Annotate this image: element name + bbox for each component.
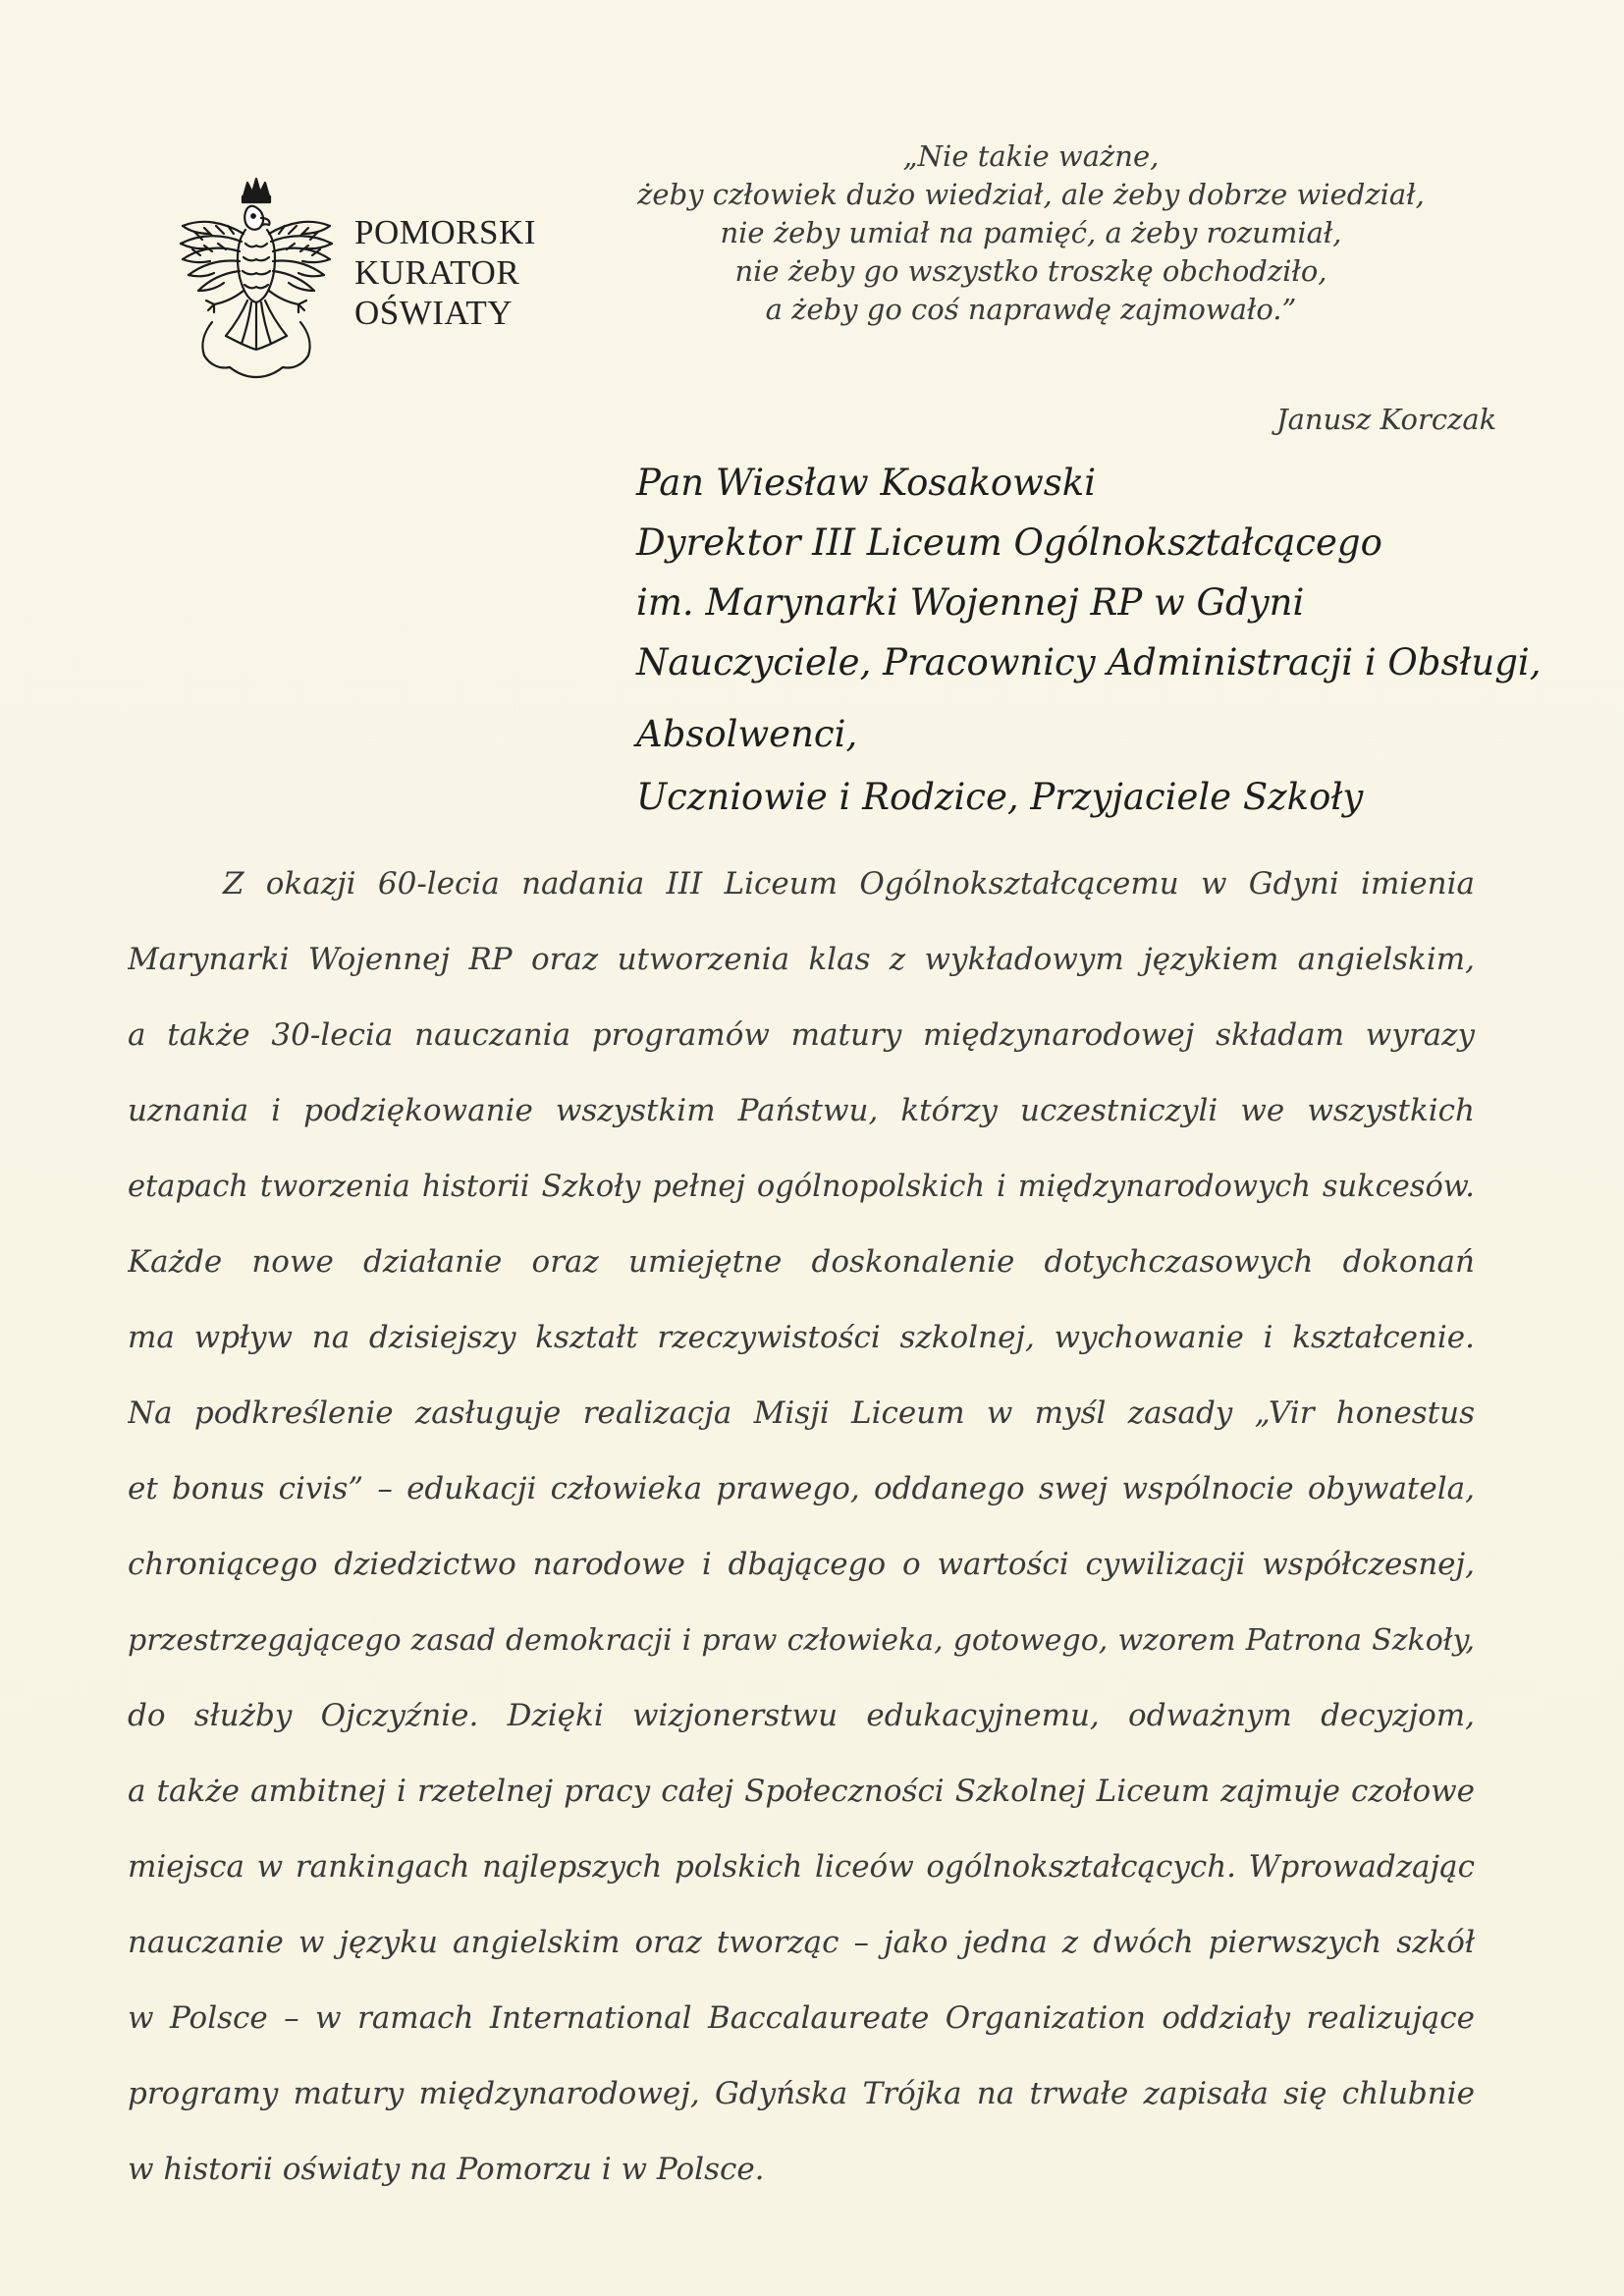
body-line: nauczanie w języku angielskim oraz tworząc – jako jedna z dwóch pierwszych szkół xyxy=(128,1925,1475,1960)
body-line: Każde nowe działanie oraz umiejętne doskonalenie dotychczasowych dokonań xyxy=(128,1244,1475,1280)
body-line: w Polsce – w ramach International Baccalaureate Organization oddziały realizujące xyxy=(128,2000,1475,2036)
body-line: chroniącego dziedzictwo narodowe i dbającego o wartości cywilizacji współczesnej, xyxy=(128,1547,1475,1582)
body-line: przestrzegającego zasad demokracji i praw człowieka, gotowego, wzorem Patrona Szkoły, xyxy=(128,1623,1475,1658)
institution-name-line: KURATOR xyxy=(354,253,520,292)
body-line: w historii oświaty na Pomorzu i w Polsce. xyxy=(128,2152,765,2187)
motto-line: a żeby go coś naprawdę zajmowało.” xyxy=(765,293,1297,326)
motto-quote xyxy=(589,137,1473,329)
body-line: a także 30-lecia nauczania programów matury międzynarodowej składam wyrazy xyxy=(128,1017,1475,1053)
addressee-line: Nauczyciele, Pracownicy Administracji i Obsługi, xyxy=(636,641,1542,683)
addressee-line: Pan Wiesław Kosakowski xyxy=(636,462,1097,504)
body-line: et bonus civis” – edukacji człowieka prawego, oddanego swej wspólnocie obywatela, xyxy=(128,1471,1475,1506)
body-line: etapach tworzenia historii Szkoły pełnej ogólnopolskich i międzynarodowych sukcesów. xyxy=(128,1170,1475,1204)
letterhead xyxy=(175,175,587,391)
addressee-line: Uczniowie i Rodzice, Przyjaciele Szkoły xyxy=(636,776,1364,818)
motto-line: żeby człowiek dużo wiedział, ale żeby dobrze wiedział, xyxy=(637,178,1425,211)
body-line: do służby Ojczyźnie. Dzięki wizjonerstwu edukacyjnemu, odważnym decyzjom, xyxy=(128,1698,1475,1733)
body-line: a także ambitnej i rzetelnej pracy całej Społeczności Szkolnej Liceum zajmuje czołowe xyxy=(128,1774,1475,1809)
motto-author: Janusz Korczak xyxy=(1276,403,1497,436)
institution-name-line: POMORSKI xyxy=(354,213,536,251)
white-eagle-emblem-icon xyxy=(175,175,337,381)
body-line: Marynarki Wojennej RP oraz utworzenia klas z wykładowym językiem angielskim, xyxy=(128,942,1475,977)
letter-body xyxy=(128,847,1475,2208)
body-line: Na podkreślenie zasługuje realizacja Misji Liceum w myśl zasady „Vir honestus xyxy=(128,1395,1475,1431)
body-line: uznania i podziękowanie wszystkim Państwu, którzy uczestniczyli we wszystkich xyxy=(128,1093,1475,1128)
body-line: miejsca w rankingach najlepszych polskich liceów ogólnokształcących. Wprowadzając xyxy=(128,1849,1475,1885)
institution-name xyxy=(354,212,536,333)
body-line: programy matury międzynarodowej, Gdyńska Trójka na trwałe zapisała się chlubnie xyxy=(128,2076,1475,2111)
motto-line: „Nie takie ważne, xyxy=(902,139,1160,173)
motto-line: nie żeby go wszystko troszkę obchodziło, xyxy=(734,254,1327,288)
addressee-line: im. Marynarki Wojennej RP w Gdyni xyxy=(636,581,1305,624)
addressee-line: Dyrektor III Liceum Ogólnokształcącego xyxy=(636,521,1382,564)
institution-name-line: OŚWIATY xyxy=(354,294,513,332)
motto-line: nie żeby umiał na pamięć, a żeby rozumiał, xyxy=(720,216,1342,249)
addressee-line: Absolwenci, xyxy=(636,713,858,755)
body-line: ma wpływ na dzisiejszy kształt rzeczywistości szkolnej, wychowanie i kształcenie. xyxy=(128,1320,1475,1355)
body-line: Z okazji 60-lecia nadania III Liceum Ogólnokształcącemu w Gdyni imienia xyxy=(223,866,1475,902)
